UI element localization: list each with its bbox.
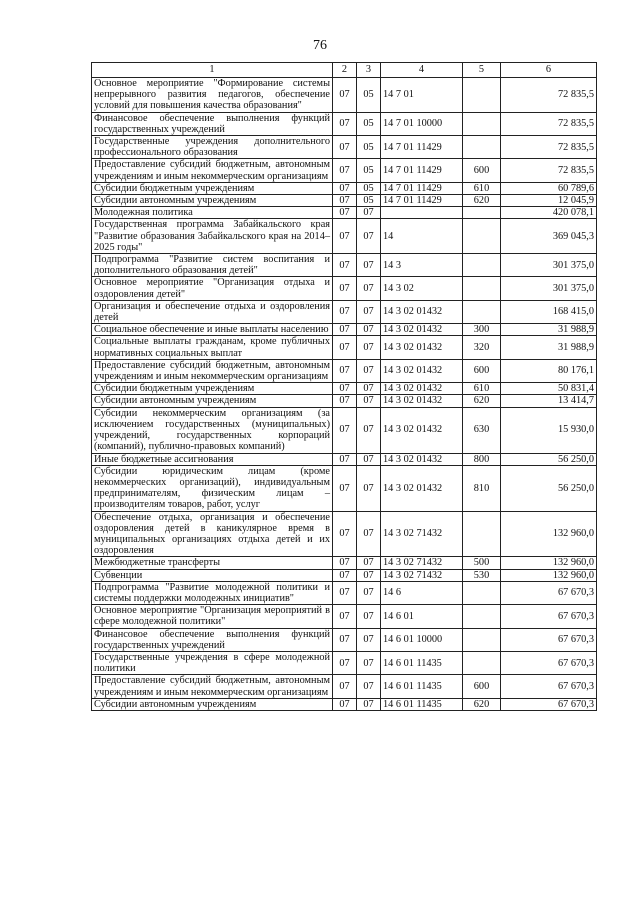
section-code: 07 (333, 651, 357, 674)
section-code: 07 (333, 407, 357, 453)
section-code: 07 (333, 195, 357, 207)
row-name: Субсидии юридическим лицам (кроме некоммерческих организаций), индивидуальным предпринимателям, физическим лицам – производителям товаров, работ, услуг (92, 465, 333, 511)
table-row (92, 336, 597, 359)
target-article: 14 7 01 (381, 78, 463, 113)
target-article: 14 3 02 01432 (381, 383, 463, 395)
expense-type: 600 (463, 675, 501, 698)
amount: 56 250,0 (501, 465, 597, 511)
section-code: 07 (333, 207, 357, 219)
amount: 72 835,5 (501, 112, 597, 135)
subsection-code: 07 (357, 359, 381, 382)
header-cell: 2 (333, 63, 357, 78)
section-code: 07 (333, 557, 357, 569)
table-row (92, 465, 597, 511)
table-row (92, 698, 597, 710)
table-row (92, 675, 597, 698)
target-article: 14 3 02 71432 (381, 511, 463, 557)
section-code: 07 (333, 628, 357, 651)
subsection-code: 07 (357, 254, 381, 277)
amount: 13 414,7 (501, 395, 597, 407)
amount: 72 835,5 (501, 159, 597, 182)
table-row (92, 324, 597, 336)
section-code: 07 (333, 569, 357, 581)
target-article (381, 207, 463, 219)
amount: 80 176,1 (501, 359, 597, 382)
budget-table (91, 62, 597, 711)
expense-type (463, 207, 501, 219)
section-code: 07 (333, 511, 357, 557)
table-row (92, 628, 597, 651)
target-article: 14 3 02 01432 (381, 359, 463, 382)
amount: 132 960,0 (501, 511, 597, 557)
expense-type: 620 (463, 698, 501, 710)
header-cell: 4 (381, 63, 463, 78)
row-name: Субсидии автономным учреждениям (92, 195, 333, 207)
row-name: Предоставление субсидий бюджетным, автономным учреждениям и иным некоммерческим организациям (92, 675, 333, 698)
row-name: Основное мероприятие "Организация мероприятий в сфере молодежной политики" (92, 605, 333, 628)
expense-type (463, 511, 501, 557)
amount: 31 988,9 (501, 324, 597, 336)
subsection-code: 07 (357, 581, 381, 604)
target-article: 14 3 02 01432 (381, 465, 463, 511)
row-name: Молодежная политика (92, 207, 333, 219)
expense-type (463, 581, 501, 604)
expense-type: 300 (463, 324, 501, 336)
target-article: 14 3 02 01432 (381, 300, 463, 323)
table-row (92, 277, 597, 300)
subsection-code: 07 (357, 675, 381, 698)
amount: 132 960,0 (501, 569, 597, 581)
expense-type: 610 (463, 383, 501, 395)
expense-type (463, 277, 501, 300)
target-article: 14 3 02 01432 (381, 453, 463, 465)
amount: 420 078,1 (501, 207, 597, 219)
expense-type: 530 (463, 569, 501, 581)
amount: 67 670,3 (501, 605, 597, 628)
subsection-code: 05 (357, 159, 381, 182)
amount: 50 831,4 (501, 383, 597, 395)
row-name: Основное мероприятие "Формирование системы непрерывного развития педагогов, обеспечение условий для повышения качества образования" (92, 78, 333, 113)
subsection-code: 05 (357, 136, 381, 159)
row-name: Субсидии бюджетным учреждениям (92, 383, 333, 395)
amount: 67 670,3 (501, 675, 597, 698)
subsection-code: 07 (357, 628, 381, 651)
amount: 301 375,0 (501, 254, 597, 277)
table-row (92, 78, 597, 113)
table-row (92, 112, 597, 135)
header-cell: 6 (501, 63, 597, 78)
section-code: 07 (333, 254, 357, 277)
amount: 31 988,9 (501, 336, 597, 359)
table-row (92, 395, 597, 407)
section-code: 07 (333, 359, 357, 382)
page-number: 76 (313, 38, 327, 53)
subsection-code: 07 (357, 453, 381, 465)
section-code: 07 (333, 324, 357, 336)
target-article: 14 3 02 71432 (381, 557, 463, 569)
subsection-code: 07 (357, 277, 381, 300)
row-name: Социальные выплаты гражданам, кроме публичных нормативных социальных выплат (92, 336, 333, 359)
row-name: Межбюджетные трансферты (92, 557, 333, 569)
header-row (92, 63, 597, 78)
expense-type: 600 (463, 159, 501, 182)
table-row (92, 159, 597, 182)
expense-type (463, 254, 501, 277)
section-code: 07 (333, 136, 357, 159)
section-code: 07 (333, 395, 357, 407)
section-code: 07 (333, 78, 357, 113)
row-name: Государственные учреждения в сфере молодежной политики (92, 651, 333, 674)
amount: 15 930,0 (501, 407, 597, 453)
amount: 132 960,0 (501, 557, 597, 569)
section-code: 07 (333, 453, 357, 465)
amount: 168 415,0 (501, 300, 597, 323)
expense-type: 800 (463, 453, 501, 465)
expense-type (463, 219, 501, 254)
amount: 67 670,3 (501, 651, 597, 674)
subsection-code: 07 (357, 651, 381, 674)
amount: 67 670,3 (501, 628, 597, 651)
row-name: Финансовое обеспечение выполнения функций государственных учреждений (92, 628, 333, 651)
section-code: 07 (333, 277, 357, 300)
section-code: 07 (333, 465, 357, 511)
expense-type: 810 (463, 465, 501, 511)
section-code: 07 (333, 698, 357, 710)
subsection-code: 07 (357, 383, 381, 395)
subsection-code: 05 (357, 112, 381, 135)
subsection-code: 05 (357, 182, 381, 194)
target-article: 14 7 01 11429 (381, 136, 463, 159)
table-row (92, 300, 597, 323)
row-name: Иные бюджетные ассигнования (92, 453, 333, 465)
section-code: 07 (333, 219, 357, 254)
table-row (92, 219, 597, 254)
table-row (92, 383, 597, 395)
section-code: 07 (333, 300, 357, 323)
amount: 72 835,5 (501, 78, 597, 113)
amount: 72 835,5 (501, 136, 597, 159)
section-code: 07 (333, 336, 357, 359)
subsection-code: 07 (357, 569, 381, 581)
row-name: Субсидии автономным учреждениям (92, 395, 333, 407)
subsection-code: 07 (357, 395, 381, 407)
expense-type (463, 136, 501, 159)
target-article: 14 6 01 (381, 605, 463, 628)
subsection-code: 07 (357, 698, 381, 710)
target-article: 14 7 01 11429 (381, 195, 463, 207)
target-article: 14 7 01 11429 (381, 159, 463, 182)
row-name: Организация и обеспечение отдыха и оздоровления детей (92, 300, 333, 323)
section-code: 07 (333, 675, 357, 698)
target-article: 14 3 02 01432 (381, 336, 463, 359)
row-name: Подпрограмма "Развитие молодежной политики и системы поддержки молодежных инициатив" (92, 581, 333, 604)
target-article: 14 7 01 11429 (381, 182, 463, 194)
target-article: 14 3 02 01432 (381, 407, 463, 453)
amount: 12 045,9 (501, 195, 597, 207)
expense-type (463, 605, 501, 628)
subsection-code: 07 (357, 207, 381, 219)
table-row (92, 569, 597, 581)
target-article: 14 3 (381, 254, 463, 277)
amount: 301 375,0 (501, 277, 597, 300)
subsection-code: 07 (357, 605, 381, 628)
target-article: 14 (381, 219, 463, 254)
subsection-code: 07 (357, 557, 381, 569)
row-name: Обеспечение отдыха, организация и обеспечение оздоровления детей в каникулярное время в муниципальных организациях отдыха детей и их оздоровления (92, 511, 333, 557)
amount: 60 789,6 (501, 182, 597, 194)
expense-type: 620 (463, 195, 501, 207)
expense-type: 600 (463, 359, 501, 382)
section-code: 07 (333, 182, 357, 194)
table-row (92, 511, 597, 557)
header-cell: 3 (357, 63, 381, 78)
section-code: 07 (333, 383, 357, 395)
subsection-code: 07 (357, 511, 381, 557)
table-row (92, 407, 597, 453)
expense-type: 320 (463, 336, 501, 359)
row-name: Предоставление субсидий бюджетным, автономным учреждениям и иным некоммерческим организациям (92, 359, 333, 382)
expense-type: 610 (463, 182, 501, 194)
target-article: 14 6 01 11435 (381, 651, 463, 674)
target-article: 14 6 (381, 581, 463, 604)
table-row (92, 207, 597, 219)
subsection-code: 05 (357, 195, 381, 207)
target-article: 14 6 01 11435 (381, 675, 463, 698)
amount: 369 045,3 (501, 219, 597, 254)
table-row (92, 581, 597, 604)
row-name: Субвенции (92, 569, 333, 581)
expense-type (463, 78, 501, 113)
target-article: 14 3 02 71432 (381, 569, 463, 581)
table-row (92, 136, 597, 159)
row-name: Финансовое обеспечение выполнения функций государственных учреждений (92, 112, 333, 135)
row-name: Основное мероприятие "Организация отдыха и оздоровления детей" (92, 277, 333, 300)
header-cell: 1 (92, 63, 333, 78)
subsection-code: 07 (357, 219, 381, 254)
subsection-code: 07 (357, 300, 381, 323)
subsection-code: 05 (357, 78, 381, 113)
subsection-code: 07 (357, 324, 381, 336)
table-row (92, 182, 597, 194)
expense-type: 620 (463, 395, 501, 407)
target-article: 14 7 01 10000 (381, 112, 463, 135)
amount: 67 670,3 (501, 581, 597, 604)
row-name: Предоставление субсидий бюджетным, автономным учреждениям и иным некоммерческим организациям (92, 159, 333, 182)
expense-type: 630 (463, 407, 501, 453)
table-row (92, 605, 597, 628)
subsection-code: 07 (357, 407, 381, 453)
row-name: Государственная программа Забайкальского края "Развитие образования Забайкальского края на 2014–2025 годы" (92, 219, 333, 254)
row-name: Субсидии бюджетным учреждениям (92, 182, 333, 194)
section-code: 07 (333, 159, 357, 182)
row-name: Социальное обеспечение и иные выплаты населению (92, 324, 333, 336)
target-article: 14 3 02 (381, 277, 463, 300)
target-article: 14 6 01 11435 (381, 698, 463, 710)
amount: 67 670,3 (501, 698, 597, 710)
header-cell: 5 (463, 63, 501, 78)
amount: 56 250,0 (501, 453, 597, 465)
section-code: 07 (333, 112, 357, 135)
table-row (92, 557, 597, 569)
target-article: 14 3 02 01432 (381, 395, 463, 407)
table-row (92, 254, 597, 277)
expense-type (463, 651, 501, 674)
target-article: 14 3 02 01432 (381, 324, 463, 336)
expense-type: 500 (463, 557, 501, 569)
table-row (92, 359, 597, 382)
target-article: 14 6 01 10000 (381, 628, 463, 651)
subsection-code: 07 (357, 465, 381, 511)
expense-type (463, 628, 501, 651)
section-code: 07 (333, 605, 357, 628)
expense-type (463, 112, 501, 135)
row-name: Субсидии некоммерческим организациям (за исключением государственных (муниципальных) учреждений, государственных корпораций (компаний), публично-правовых компаний) (92, 407, 333, 453)
row-name: Государственные учреждения дополнительного профессионального образования (92, 136, 333, 159)
table-row (92, 453, 597, 465)
table-row (92, 195, 597, 207)
row-name: Подпрограмма "Развитие систем воспитания и дополнительного образования детей" (92, 254, 333, 277)
section-code: 07 (333, 581, 357, 604)
expense-type (463, 300, 501, 323)
subsection-code: 07 (357, 336, 381, 359)
table-row (92, 651, 597, 674)
row-name: Субсидии автономным учреждениям (92, 698, 333, 710)
